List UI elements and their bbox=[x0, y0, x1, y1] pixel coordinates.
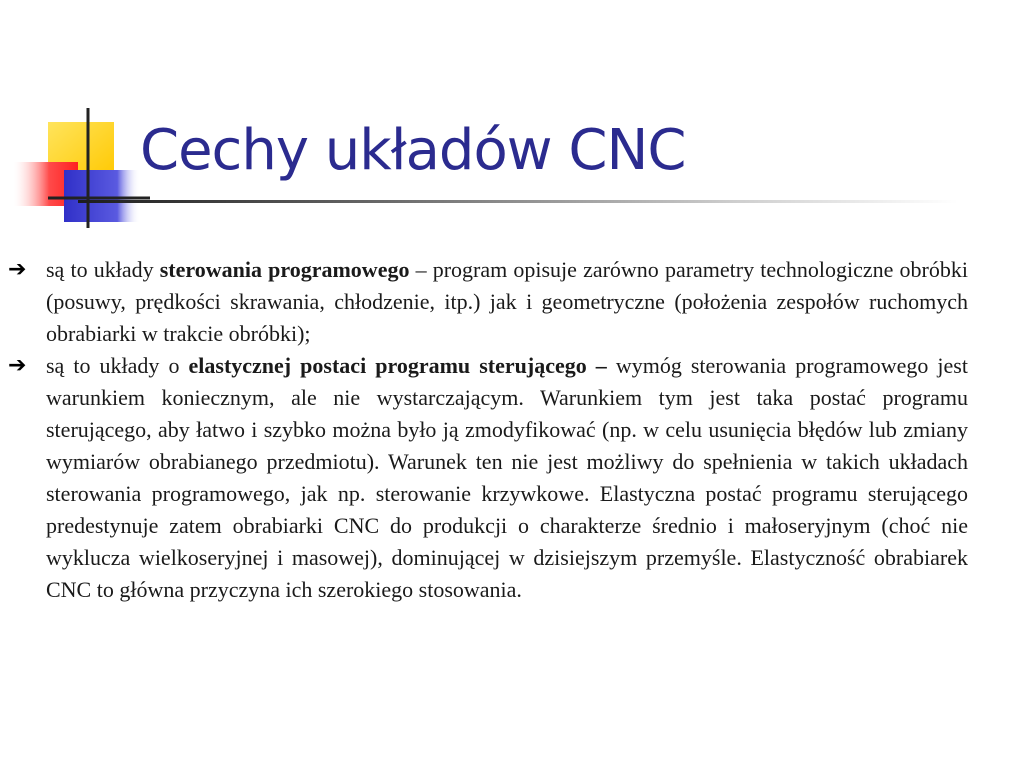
bullet-item bbox=[8, 350, 968, 606]
bullet-text: są to układy o elastycznej postaci programu sterującego – wymóg sterowania programowego jest warunkiem koniecznym, ale nie wystarczającym. Warunkiem tym jest taka postać programu sterującego, aby łatwo i szybko można było ją zmodyfikować (np. w celu usunięcia błędów lub zmiany wymiarów obrabianego przedmiotu). Warunek ten nie jest możliwy do spełnienia w takich układach sterowania programowego, jak np. sterowanie krzywkowe. Elastyczna postać programu sterującego predestynuje zatem obrabiarki CNC do produkcji o charakterze średnio i małoseryjnym (choć nie wyklucza wielkoseryjnej i masowej), dominującej w dzisiejszym przemyśle. Elastyczność obrabiarek CNC to główna przyczyna ich szerokiego stosowania. bbox=[46, 353, 968, 602]
right-arrow-icon: ➔ bbox=[8, 257, 27, 282]
slide-title: Cechy układów CNC bbox=[140, 118, 686, 183]
right-arrow-icon: ➔ bbox=[8, 353, 27, 378]
decorative-logo bbox=[0, 0, 150, 240]
logo-blue-square bbox=[64, 170, 140, 222]
bullet-text: są to układy sterowania programowego – program opisuje zarówno parametry technologiczne obróbki (posuwy, prędkości skrawania, chłodzenie, itp.) jak i geometryczne (położenia zespołów ruchomych obrabiarki w trakcie obróbki); bbox=[46, 257, 968, 346]
bullet-item bbox=[8, 254, 968, 350]
bullet-list bbox=[8, 254, 968, 606]
title-divider bbox=[78, 200, 958, 203]
